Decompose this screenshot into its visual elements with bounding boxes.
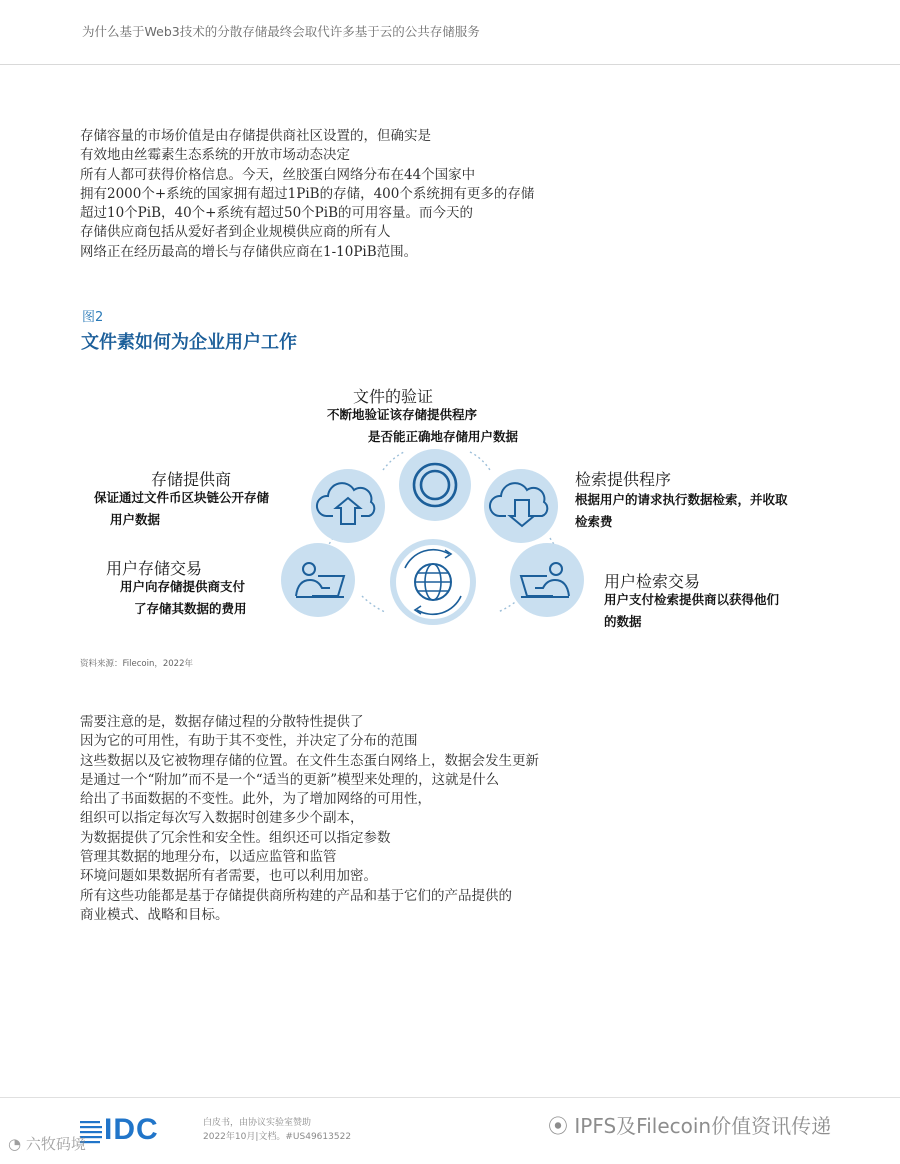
paragraph-line: 给出了书面数据的不变性。此外，为了增加网络的可用性， xyxy=(80,791,431,808)
cloud-upload-icon xyxy=(311,469,385,543)
paragraph-line: 因为它的可用性，有助于其不变性，并决定了分布的范围 xyxy=(80,733,418,750)
idc-logo: IDC xyxy=(104,1113,159,1146)
storage-provider-title: 存储提供商 xyxy=(151,470,232,489)
wechat-watermark: ⦿ IPFS及Filecoin价值资讯传递 xyxy=(548,1114,832,1138)
user-retrieval-title: 用户检索交易 xyxy=(604,572,701,591)
paragraph-line: 这些数据以及它被物理存储的位置。在文件生态蛋白网络上，数据会发生更新 xyxy=(80,752,539,769)
paragraph-line: 商业模式、战略和目标。 xyxy=(80,906,229,923)
globe-sync-icon xyxy=(393,542,473,622)
header-divider xyxy=(0,64,900,65)
paragraph-1 xyxy=(80,127,534,262)
watermark-logo-icon: ◔ xyxy=(8,1135,26,1153)
paragraph-line: 需要注意的是，数据存储过程的分散特性提供了 xyxy=(80,714,364,730)
paragraph-line: 环境问题如果数据所有者需要，也可以利用加密。 xyxy=(80,868,377,885)
verification-desc: 不断地验证该存储提供程序 是否能正确地存储用户数据 xyxy=(326,407,519,444)
paragraph-line: 有效地由丝霉素生态系统的开放市场动态决定 xyxy=(80,147,350,164)
paragraph-line: 存储供应商包括从爱好者到企业规模供应商的所有人 xyxy=(80,224,391,241)
footer-meta: 白皮书，由协议实验室赞助 2022年10月|文档。#US49613522 xyxy=(203,1118,352,1142)
user-laptop-icon xyxy=(281,543,355,617)
figure-label: 图2 xyxy=(82,310,104,325)
paragraph-line: 所有这些功能都是基于存储提供商所构建的产品和基于它们的产品提供的 xyxy=(80,887,512,904)
paragraph-line: 网络正在经历最高的增长与存储供应商在1-10PiB范围。 xyxy=(80,243,418,260)
footer-divider xyxy=(0,1097,900,1098)
paragraph-2 xyxy=(80,713,539,925)
source-watermark: ◔ 六牧码境 xyxy=(8,1135,86,1153)
verification-title: 文件的验证 xyxy=(353,387,434,406)
user-storage-title: 用户存储交易 xyxy=(106,559,203,578)
wechat-icon: ⦿ xyxy=(548,1114,575,1138)
figure-title: 文件素如何为企业用户工作 xyxy=(81,332,297,353)
paragraph-line: 是通过一个“附加”而不是一个“适当的更新”模型来处理的，这就是什么 xyxy=(80,771,500,788)
cloud-download-icon xyxy=(484,469,558,543)
paragraph-line: 存储容量的市场价值是由存储提供商社区设置的，但确实是 xyxy=(80,128,431,144)
paragraph-line: 组织可以指定每次写入数据时创建多少个副本， xyxy=(80,810,364,827)
paragraph-line: 为数据提供了冗余性和安全性。组织还可以指定参数 xyxy=(80,829,391,846)
storage-provider-desc: 保证通过文件币区块链公开存储 用户数据 xyxy=(94,490,270,527)
user-retrieval-desc: 用户支付检索提供商以获得他们 的数据 xyxy=(604,592,780,629)
retrieval-provider-title: 检索提供程序 xyxy=(575,470,672,489)
user-storage-desc: 用户向存储提供商支付 了存储其数据的费用 xyxy=(120,579,247,616)
figure-source: 资料来源：Filecoin，2022年 xyxy=(80,659,193,669)
verification-icon xyxy=(399,449,471,521)
paragraph-line: 所有人都可获得价格信息。今天，丝胶蛋白网络分布在44个国家中 xyxy=(80,166,476,183)
user-laptop-icon xyxy=(510,543,584,617)
paragraph-line: 管理其数据的地理分布，以适应监管和监管 xyxy=(80,849,337,866)
paragraph-line: 拥有2000个+系统的国家拥有超过1PiB的存储，400个系统拥有更多的存储 xyxy=(80,185,535,202)
header-title: 为什么基于Web3技术的分散存储最终会取代许多基于云的公共存储服务 xyxy=(82,24,480,39)
retrieval-provider-desc: 根据用户的请求执行数据检索，并收取 检索费 xyxy=(575,492,788,529)
paragraph-line: 超过10个PiB，40个+系统有超过50个PiB的可用容量。而今天的 xyxy=(80,205,473,222)
